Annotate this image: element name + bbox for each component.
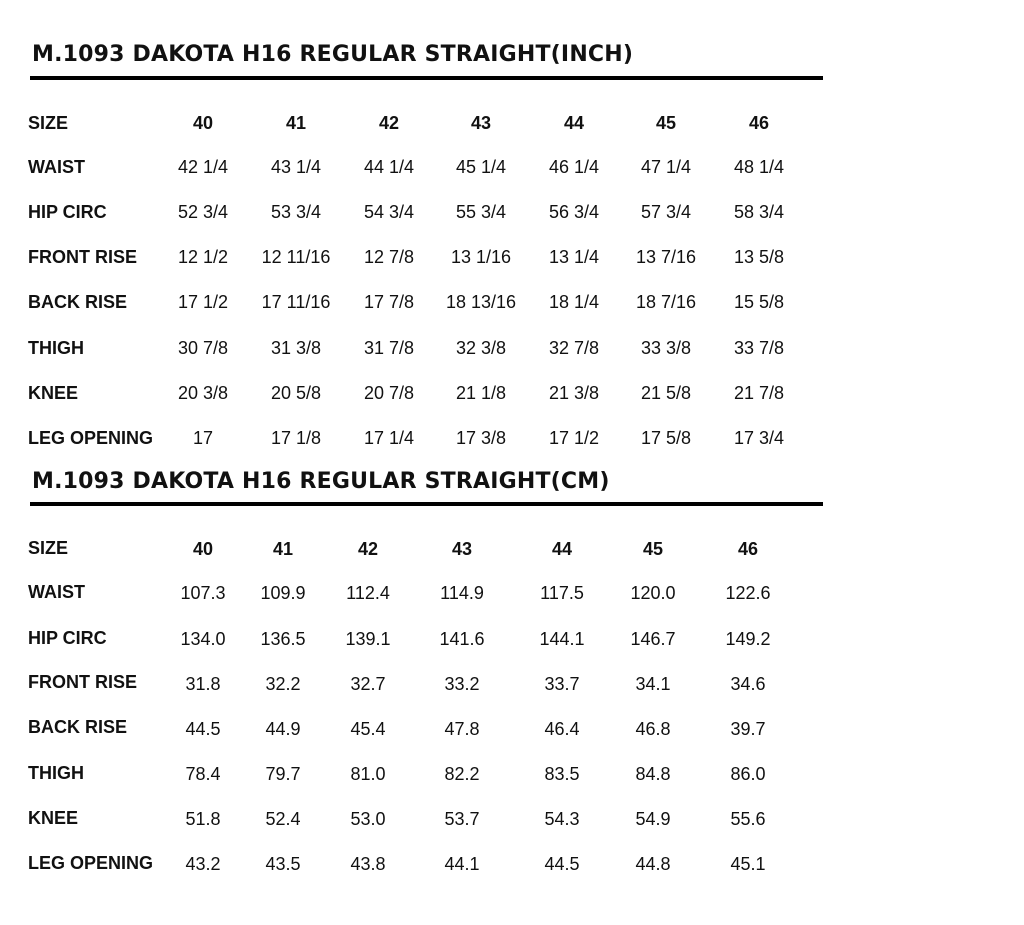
cm-cell: 82.2: [444, 764, 480, 784]
inch-size-header: 44: [563, 113, 585, 133]
inch-cell: 32 7/8: [548, 338, 600, 358]
inch-cell: 55 3/4: [455, 202, 507, 222]
inch-cell: 13 7/16: [635, 247, 697, 267]
inch-row-label: BACK RISE: [28, 292, 128, 312]
inch-cell: 17 1/8: [270, 428, 322, 448]
inch-cell: 32 3/8: [455, 338, 507, 358]
inch-row-label: WAIST: [28, 157, 85, 177]
inch-row-label: HIP CIRC: [28, 202, 107, 222]
inch-cell: 13 5/8: [733, 247, 785, 267]
inch-size-header: 46: [748, 113, 770, 133]
inch-cell: 56 3/4: [548, 202, 600, 222]
inch-size-header: 40: [192, 113, 214, 133]
cm-cell: 47.8: [444, 719, 480, 739]
cm-cell: 34.1: [635, 674, 671, 694]
inch-table-divider: [30, 76, 823, 80]
cm-cell: 44.9: [265, 719, 301, 739]
cm-cell: 54.3: [544, 809, 580, 829]
cm-cell: 141.6: [439, 629, 485, 649]
inch-cell: 21 1/8: [455, 383, 507, 403]
cm-row-label: FRONT RISE: [28, 672, 138, 692]
cm-cell: 81.0: [350, 764, 386, 784]
cm-row-label: KNEE: [28, 808, 79, 828]
inch-cell: 18 7/16: [635, 292, 697, 312]
cm-cell: 112.4: [346, 583, 390, 603]
cm-cell: 53.0: [350, 809, 386, 829]
inch-cell: 17 3/8: [455, 428, 507, 448]
cm-cell: 31.8: [185, 674, 221, 694]
cm-cell: 44.8: [635, 854, 671, 874]
cm-cell: 78.4: [185, 764, 221, 784]
inch-row-label: THIGH: [28, 338, 84, 358]
inch-cell: 12 7/8: [363, 247, 415, 267]
cm-size-label: SIZE: [28, 538, 69, 558]
inch-cell: 52 3/4: [177, 202, 229, 222]
cm-cell: 83.5: [544, 764, 580, 784]
inch-cell: 17 7/8: [363, 292, 415, 312]
cm-cell: 54.9: [635, 809, 671, 829]
cm-row-label: BACK RISE: [28, 717, 128, 737]
cm-cell: 149.2: [725, 629, 771, 649]
cm-cell: 84.8: [635, 764, 671, 784]
cm-cell: 45.1: [730, 854, 766, 874]
cm-cell: 120.0: [630, 583, 676, 603]
inch-row-label: LEG OPENING: [28, 428, 154, 448]
cm-size-header: 45: [642, 539, 664, 559]
cm-size-header: 44: [551, 539, 573, 559]
cm-cell: 33.7: [544, 674, 580, 694]
inch-cell: 31 7/8: [363, 338, 415, 358]
cm-size-header: 40: [192, 539, 214, 559]
inch-cell: 18 1/4: [548, 292, 600, 312]
cm-cell: 107.3: [180, 583, 226, 603]
inch-cell: 33 7/8: [733, 338, 785, 358]
inch-cell: 42 1/4: [177, 157, 229, 177]
inch-table-title: M.1093 DAKOTA H16 REGULAR STRAIGHT(INCH): [32, 42, 634, 67]
cm-cell: 139.1: [345, 629, 391, 649]
inch-cell: 17 1/2: [548, 428, 600, 448]
cm-cell: 39.7: [730, 719, 766, 739]
inch-cell: 44 1/4: [363, 157, 415, 177]
cm-table-title: M.1093 DAKOTA H16 REGULAR STRAIGHT(CM): [32, 469, 610, 494]
cm-table-divider: [30, 502, 823, 506]
cm-cell: 122.6: [725, 583, 771, 603]
inch-cell: 18 13/16: [445, 292, 517, 312]
cm-cell: 51.8: [185, 809, 221, 829]
inch-cell: 57 3/4: [640, 202, 692, 222]
cm-cell: 44.5: [185, 719, 221, 739]
inch-cell: 31 3/8: [270, 338, 322, 358]
inch-cell: 12 1/2: [177, 247, 229, 267]
cm-cell: 46.8: [635, 719, 671, 739]
cm-cell: 46.4: [544, 719, 580, 739]
inch-row-label: KNEE: [28, 383, 79, 403]
inch-size-header: 41: [285, 113, 307, 133]
cm-cell: 134.0: [180, 629, 226, 649]
inch-cell: 21 3/8: [548, 383, 600, 403]
inch-size-header: 43: [470, 113, 492, 133]
inch-cell: 13 1/16: [450, 247, 512, 267]
inch-cell: 20 3/8: [177, 383, 229, 403]
cm-row-label: THIGH: [28, 763, 84, 783]
cm-cell: 44.1: [444, 854, 480, 874]
cm-cell: 146.7: [630, 629, 676, 649]
inch-cell: 43 1/4: [270, 157, 322, 177]
inch-cell: 20 5/8: [270, 383, 322, 403]
inch-cell: 13 1/4: [548, 247, 600, 267]
inch-cell: 58 3/4: [733, 202, 785, 222]
inch-cell: 20 7/8: [363, 383, 415, 403]
cm-cell: 55.6: [730, 809, 766, 829]
inch-cell: 17 1/4: [363, 428, 415, 448]
inch-cell: 47 1/4: [640, 157, 692, 177]
inch-cell: 53 3/4: [270, 202, 322, 222]
inch-cell: 46 1/4: [548, 157, 600, 177]
cm-cell: 109.9: [260, 583, 306, 603]
cm-row-label: WAIST: [28, 582, 85, 602]
cm-size-header: 46: [737, 539, 759, 559]
inch-cell: 17 5/8: [640, 428, 692, 448]
inch-cell: 17 1/2: [177, 292, 229, 312]
cm-cell: 86.0: [730, 764, 766, 784]
cm-cell: 32.2: [265, 674, 301, 694]
inch-size-label: SIZE: [28, 113, 69, 133]
cm-cell: 43.5: [265, 854, 301, 874]
cm-cell: 44.5: [544, 854, 580, 874]
cm-row-label: LEG OPENING: [28, 853, 154, 873]
inch-cell: 48 1/4: [733, 157, 785, 177]
cm-cell: 43.8: [350, 854, 386, 874]
inch-cell: 17: [192, 428, 214, 448]
cm-cell: 136.5: [260, 629, 306, 649]
inch-cell: 15 5/8: [733, 292, 785, 312]
inch-cell: 17 11/16: [261, 292, 331, 312]
inch-cell: 12 11/16: [261, 247, 331, 267]
cm-cell: 43.2: [185, 854, 221, 874]
inch-cell: 54 3/4: [363, 202, 415, 222]
inch-cell: 21 7/8: [733, 383, 785, 403]
inch-cell: 33 3/8: [640, 338, 692, 358]
inch-cell: 30 7/8: [177, 338, 229, 358]
cm-cell: 33.2: [444, 674, 480, 694]
cm-cell: 53.7: [444, 809, 480, 829]
cm-cell: 52.4: [265, 809, 301, 829]
inch-size-header: 45: [655, 113, 677, 133]
inch-cell: 17 3/4: [733, 428, 785, 448]
cm-cell: 32.7: [350, 674, 386, 694]
cm-row-label: HIP CIRC: [28, 628, 107, 648]
inch-cell: 21 5/8: [640, 383, 692, 403]
inch-cell: 45 1/4: [455, 157, 507, 177]
cm-cell: 45.4: [350, 719, 386, 739]
cm-cell: 114.9: [440, 583, 484, 603]
cm-cell: 144.1: [539, 629, 585, 649]
cm-size-header: 41: [272, 539, 294, 559]
cm-cell: 79.7: [265, 764, 301, 784]
cm-size-header: 43: [451, 539, 473, 559]
cm-cell: 117.5: [540, 583, 584, 603]
inch-size-header: 42: [378, 113, 400, 133]
cm-cell: 34.6: [730, 674, 766, 694]
cm-size-header: 42: [357, 539, 379, 559]
inch-row-label: FRONT RISE: [28, 247, 138, 267]
